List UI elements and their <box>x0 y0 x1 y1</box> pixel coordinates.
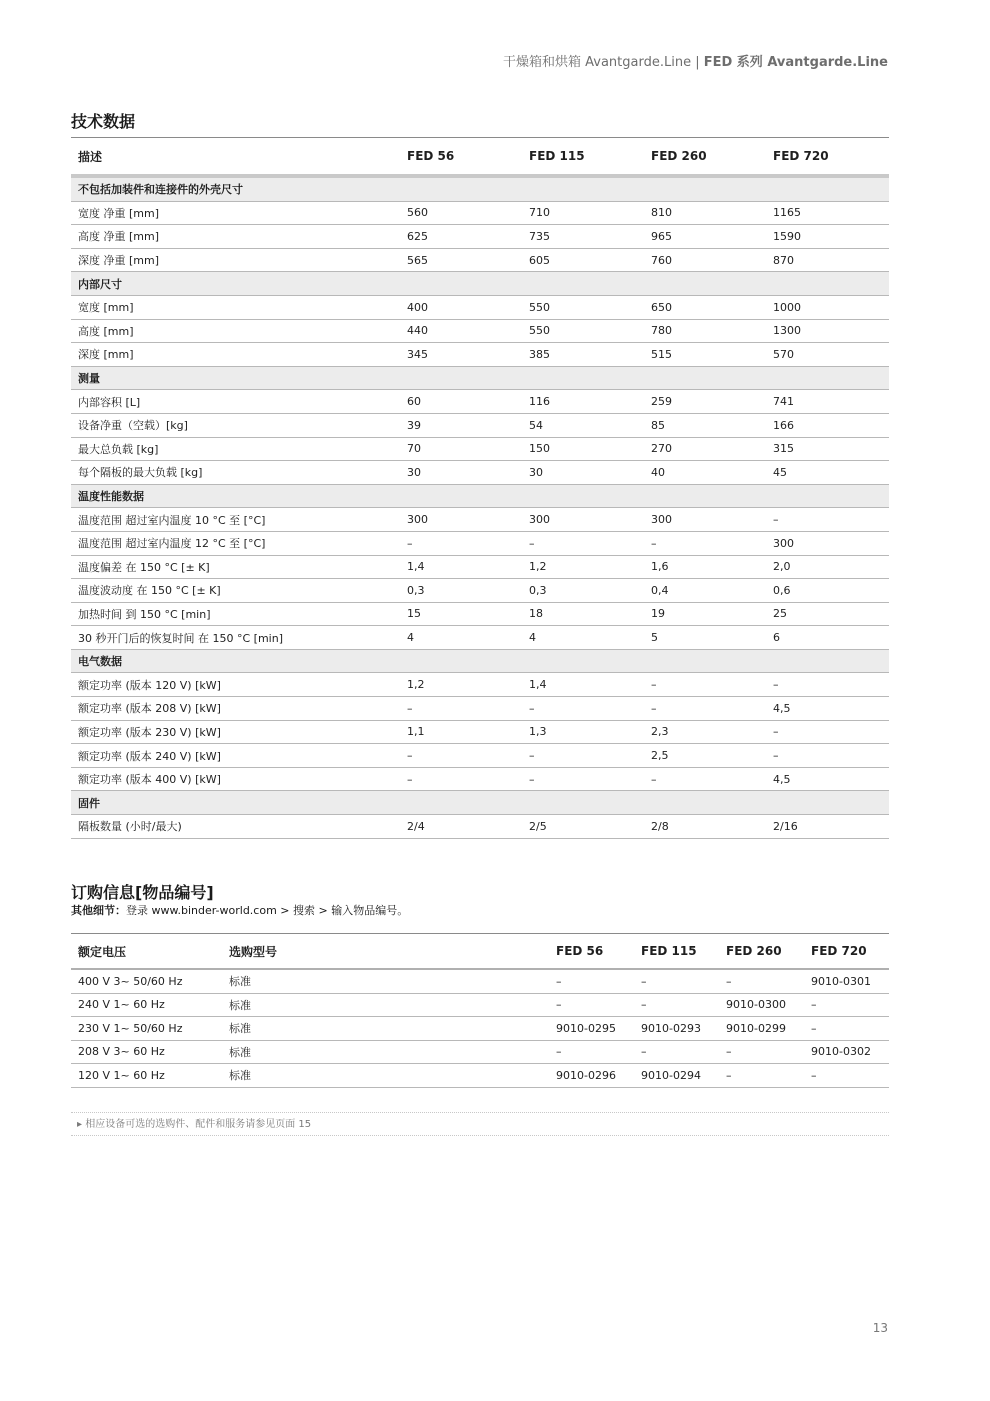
spec-row-label: 温度偏差 在 150 °C [± K] <box>71 555 400 579</box>
spec-cell: 2/4 <box>400 815 522 839</box>
spec-group-row <box>71 176 889 201</box>
order-cell: 120 V 1~ 60 Hz <box>71 1064 222 1088</box>
spec-group-label: 固件 <box>71 791 889 815</box>
spec-cell: 1,2 <box>400 673 522 697</box>
order-cell: – <box>719 969 804 993</box>
spec-cell: – <box>644 767 766 791</box>
spec-row <box>71 602 889 626</box>
spec-row <box>71 579 889 603</box>
spec-col-header: FED 115 <box>522 138 644 177</box>
spec-cell: 0,3 <box>400 579 522 603</box>
spec-row-label: 隔板数量 (小时/最大) <box>71 815 400 839</box>
spec-cell: 385 <box>522 343 644 367</box>
spec-cell: – <box>522 697 644 721</box>
order-row <box>71 1064 889 1088</box>
spec-cell: 560 <box>400 201 522 225</box>
spec-cell: 259 <box>644 390 766 414</box>
spec-cell: 15 <box>400 602 522 626</box>
spec-row-label: 宽度 [mm] <box>71 295 400 319</box>
order-row <box>71 1017 889 1041</box>
footnote: ▸ 相应设备可选的选购件、配件和服务请参见页面 15 <box>71 1112 889 1136</box>
spec-row-label: 温度范围 超过室内温度 10 °C 至 [°C] <box>71 508 400 532</box>
header-series: FED 系列 Avantgarde.Line <box>703 55 888 70</box>
order-cell: – <box>804 1017 889 1041</box>
spec-cell: 965 <box>644 225 766 249</box>
spec-cell: 30 <box>400 461 522 485</box>
spec-row <box>71 343 889 367</box>
order-cell: – <box>804 993 889 1017</box>
order-cell: – <box>549 969 634 993</box>
spec-cell: 570 <box>766 343 889 367</box>
spec-cell: 2/16 <box>766 815 889 839</box>
spec-group-row <box>71 272 889 296</box>
spec-cell: – <box>400 744 522 768</box>
spec-col-header: 描述 <box>71 138 400 177</box>
spec-cell: 1,2 <box>522 555 644 579</box>
order-cell: – <box>804 1064 889 1088</box>
order-cell: 9010-0294 <box>634 1064 719 1088</box>
spec-row <box>71 697 889 721</box>
order-cell: – <box>634 1040 719 1064</box>
spec-row <box>71 626 889 650</box>
spec-cell: – <box>766 720 889 744</box>
spec-cell: 4 <box>522 626 644 650</box>
spec-cell: 5 <box>644 626 766 650</box>
spec-cell: 1,3 <box>522 720 644 744</box>
spec-row-label: 温度范围 超过室内温度 12 °C 至 [°C] <box>71 531 400 555</box>
order-cell: 240 V 1~ 60 Hz <box>71 993 222 1017</box>
order-row <box>71 993 889 1017</box>
spec-cell: 4 <box>400 626 522 650</box>
spec-cell: 625 <box>400 225 522 249</box>
spec-row-label: 温度波动度 在 150 °C [± K] <box>71 579 400 603</box>
spec-group-row <box>71 484 889 508</box>
spec-row-label: 额定功率 (版本 400 V) [kW] <box>71 767 400 791</box>
spec-cell: 780 <box>644 319 766 343</box>
spec-row <box>71 673 889 697</box>
order-cell: 9010-0299 <box>719 1017 804 1041</box>
order-cell: 9010-0293 <box>634 1017 719 1041</box>
spec-row-label: 30 秒开门后的恢复时间 在 150 °C [min] <box>71 626 400 650</box>
spec-cell: 710 <box>522 201 644 225</box>
spec-body <box>71 176 889 838</box>
spec-group-row <box>71 791 889 815</box>
order-cell: 标准 <box>222 1040 549 1064</box>
spec-col-header: FED 56 <box>400 138 522 177</box>
spec-cell: 85 <box>644 413 766 437</box>
order-note-label: 其他细节： <box>71 904 126 917</box>
spec-cell: 1,4 <box>522 673 644 697</box>
spec-cell: 605 <box>522 248 644 272</box>
spec-row <box>71 461 889 485</box>
spec-group-label: 测量 <box>71 366 889 390</box>
spec-row <box>71 508 889 532</box>
order-cell: 标准 <box>222 993 549 1017</box>
spec-row <box>71 295 889 319</box>
order-note <box>71 902 408 918</box>
spec-cell: 345 <box>400 343 522 367</box>
spec-cell: 440 <box>400 319 522 343</box>
spec-cell: 1165 <box>766 201 889 225</box>
spec-cell: 1300 <box>766 319 889 343</box>
spec-cell: – <box>522 744 644 768</box>
spec-group-label: 温度性能数据 <box>71 484 889 508</box>
spec-group-row <box>71 366 889 390</box>
spec-cell: 810 <box>644 201 766 225</box>
spec-group-label: 内部尺寸 <box>71 272 889 296</box>
spec-row <box>71 225 889 249</box>
spec-row-label: 加热时间 到 150 °C [min] <box>71 602 400 626</box>
spec-cell: – <box>644 673 766 697</box>
spec-cell: 1000 <box>766 295 889 319</box>
spec-cell: 54 <box>522 413 644 437</box>
spec-cell: 270 <box>644 437 766 461</box>
order-cell: 9010-0296 <box>549 1064 634 1088</box>
spec-col-header: FED 260 <box>644 138 766 177</box>
spec-row-label: 每个隔板的最大负载 [kg] <box>71 461 400 485</box>
spec-cell: 4,5 <box>766 767 889 791</box>
spec-cell: – <box>522 767 644 791</box>
spec-cell: 19 <box>644 602 766 626</box>
order-header-row <box>71 934 889 970</box>
spec-row-label: 额定功率 (版本 208 V) [kW] <box>71 697 400 721</box>
spec-row <box>71 555 889 579</box>
order-cell: 标准 <box>222 969 549 993</box>
spec-cell: – <box>644 697 766 721</box>
spec-row-label: 设备净重（空载）[kg] <box>71 413 400 437</box>
spec-cell: – <box>400 697 522 721</box>
spec-row <box>71 413 889 437</box>
spec-cell: – <box>400 531 522 555</box>
order-cell: 9010-0300 <box>719 993 804 1017</box>
spec-cell: 25 <box>766 602 889 626</box>
order-col-header: 额定电压 <box>71 934 222 970</box>
spec-cell: 150 <box>522 437 644 461</box>
spec-row <box>71 767 889 791</box>
order-cell: – <box>634 969 719 993</box>
page-header <box>503 51 888 70</box>
spec-cell: 6 <box>766 626 889 650</box>
spec-cell: – <box>400 767 522 791</box>
spec-row-label: 深度 [mm] <box>71 343 400 367</box>
spec-cell: 515 <box>644 343 766 367</box>
spec-cell: 315 <box>766 437 889 461</box>
spec-row <box>71 248 889 272</box>
spec-cell: 45 <box>766 461 889 485</box>
spec-group-row <box>71 649 889 673</box>
order-col-header: 选购型号 <box>222 934 549 970</box>
spec-row-label: 最大总负载 [kg] <box>71 437 400 461</box>
header-prefix: 干燥箱和烘箱 Avantgarde.Line | <box>503 55 704 70</box>
spec-row <box>71 531 889 555</box>
spec-title: 技术数据 <box>71 112 136 131</box>
order-cell: 9010-0295 <box>549 1017 634 1041</box>
spec-table <box>71 137 889 839</box>
spec-cell: 741 <box>766 390 889 414</box>
spec-row <box>71 744 889 768</box>
spec-row-label: 额定功率 (版本 120 V) [kW] <box>71 673 400 697</box>
order-cell: 标准 <box>222 1064 549 1088</box>
order-cell: – <box>634 993 719 1017</box>
spec-cell: 39 <box>400 413 522 437</box>
spec-row-label: 宽度 净重 [mm] <box>71 201 400 225</box>
spec-cell: 400 <box>400 295 522 319</box>
order-cell: – <box>719 1040 804 1064</box>
spec-cell: 1590 <box>766 225 889 249</box>
spec-cell: 166 <box>766 413 889 437</box>
spec-cell: 0,6 <box>766 579 889 603</box>
spec-cell: 1,4 <box>400 555 522 579</box>
spec-cell: 565 <box>400 248 522 272</box>
spec-cell: 550 <box>522 319 644 343</box>
spec-cell: 2,0 <box>766 555 889 579</box>
spec-cell: 60 <box>400 390 522 414</box>
order-cell: 230 V 1~ 50/60 Hz <box>71 1017 222 1041</box>
order-note-text: 登录 www.binder-world.com > 搜索 > 输入物品编号。 <box>126 904 409 917</box>
spec-col-header: FED 720 <box>766 138 889 177</box>
spec-cell: 760 <box>644 248 766 272</box>
spec-group-label: 电气数据 <box>71 649 889 673</box>
spec-cell: 0,3 <box>522 579 644 603</box>
spec-row-label: 内部容积 [L] <box>71 390 400 414</box>
order-col-header: FED 56 <box>549 934 634 970</box>
spec-group-label: 不包括加装件和连接件的外壳尺寸 <box>71 176 889 201</box>
spec-row-label: 额定功率 (版本 240 V) [kW] <box>71 744 400 768</box>
order-cell: 标准 <box>222 1017 549 1041</box>
spec-cell: – <box>766 508 889 532</box>
spec-cell: – <box>766 673 889 697</box>
spec-cell: 870 <box>766 248 889 272</box>
order-table <box>71 933 889 1088</box>
spec-cell: 0,4 <box>644 579 766 603</box>
spec-cell: 650 <box>644 295 766 319</box>
spec-row-label: 高度 [mm] <box>71 319 400 343</box>
order-cell: 9010-0302 <box>804 1040 889 1064</box>
order-cell: 208 V 3~ 60 Hz <box>71 1040 222 1064</box>
spec-cell: 70 <box>400 437 522 461</box>
spec-cell: 1,1 <box>400 720 522 744</box>
spec-cell: 550 <box>522 295 644 319</box>
spec-header-row <box>71 138 889 177</box>
order-row <box>71 1040 889 1064</box>
spec-cell: – <box>766 744 889 768</box>
order-cell: – <box>549 1040 634 1064</box>
order-col-header: FED 720 <box>804 934 889 970</box>
spec-row <box>71 201 889 225</box>
spec-row <box>71 720 889 744</box>
order-title: 订购信息[物品编号] <box>71 883 214 902</box>
spec-cell: 1,6 <box>644 555 766 579</box>
order-cell: 9010-0301 <box>804 969 889 993</box>
order-cell: 400 V 3~ 50/60 Hz <box>71 969 222 993</box>
spec-row <box>71 437 889 461</box>
spec-cell: 40 <box>644 461 766 485</box>
spec-cell: 2/8 <box>644 815 766 839</box>
order-cell: – <box>549 993 634 1017</box>
spec-cell: 4,5 <box>766 697 889 721</box>
spec-cell: 300 <box>644 508 766 532</box>
spec-cell: 116 <box>522 390 644 414</box>
order-col-header: FED 115 <box>634 934 719 970</box>
spec-cell: 300 <box>522 508 644 532</box>
order-row <box>71 969 889 993</box>
spec-row-label: 深度 净重 [mm] <box>71 248 400 272</box>
order-body <box>71 969 889 1087</box>
spec-row-label: 高度 净重 [mm] <box>71 225 400 249</box>
spec-row-label: 额定功率 (版本 230 V) [kW] <box>71 720 400 744</box>
spec-cell: – <box>644 531 766 555</box>
spec-cell: 300 <box>766 531 889 555</box>
page-number: 13 <box>872 1321 888 1335</box>
spec-cell: 30 <box>522 461 644 485</box>
spec-cell: 300 <box>400 508 522 532</box>
spec-cell: 2/5 <box>522 815 644 839</box>
spec-cell: – <box>522 531 644 555</box>
spec-row <box>71 815 889 839</box>
order-col-header: FED 260 <box>719 934 804 970</box>
spec-cell: 18 <box>522 602 644 626</box>
order-cell: – <box>719 1064 804 1088</box>
spec-row <box>71 390 889 414</box>
spec-cell: 2,5 <box>644 744 766 768</box>
spec-cell: 735 <box>522 225 644 249</box>
spec-row <box>71 319 889 343</box>
spec-cell: 2,3 <box>644 720 766 744</box>
